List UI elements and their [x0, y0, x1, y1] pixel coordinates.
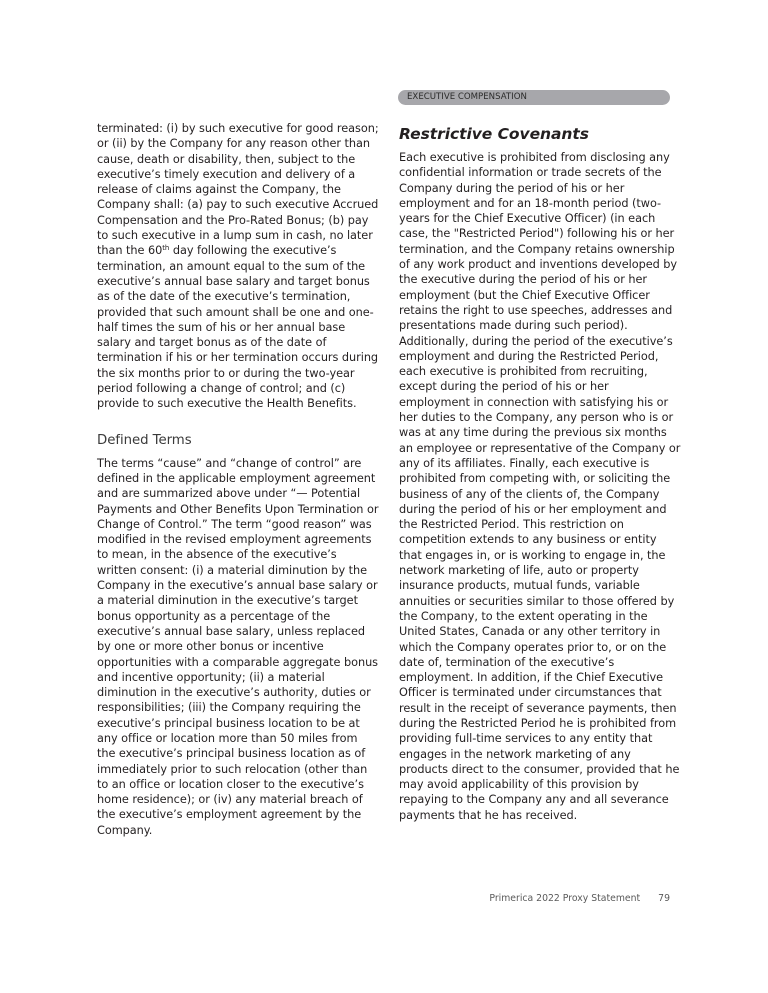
ordinal-superscript: th [162, 244, 170, 253]
page-number: 79 [658, 893, 670, 904]
section-header-pill [398, 90, 670, 105]
section-label: EXECUTIVE COMPENSATION [407, 92, 527, 102]
defined-terms-heading: Defined Terms [97, 432, 192, 448]
publication-title: Primerica 2022 Proxy Statement [489, 893, 641, 904]
right-column [399, 124, 681, 823]
paragraph-text: terminated: (i) by such executive for good reason; or (ii) by the Company for any reason other than cause, death or disability, then, subject to the executive’s timely execution and delivery of a release of claims against the Company, the Company shall: (a) pay to such executive Accrued Compensation and the Pro-Rated Bonus; (b) pay to such executive in a lump sum in cash, no later than the 60 [97, 122, 379, 258]
page-footer [470, 893, 670, 904]
paragraph-text: day following the executive’s termination, an amount equal to the sum of the executive’s annual base salary and target bonus as of the date of the executive’s termination, provided that such amount shall be one and one-half times the sum of his or her annual base salary and target bonus as of the date of termination if his or her termination occurs during the six months prior to or during the two-year period following a change of control; and (c) provide to such executive the Health Benefits. [97, 244, 379, 411]
defined-terms-paragraph: The terms “cause” and “change of control” are defined in the applicable employment agreement and are summarized above under “— Potential Payments and Other Benefits Upon Termination or Change of Control.” The term “good reason” was modified in the revised employment agreements to mean, in the absence of the executive’s written consent: (i) a material diminution by the Company in the executive’s annual base salary or a material diminution in the executive’s target bonus opportunity as a percentage of the executive’s annual base salary, unless replaced by one or more other bonus or incentive opportunities with a comparable aggregate bonus and incentive opportunity; (ii) a material diminution in the executive’s authority, duties or responsibilities; (iii) the Company requiring the executive’s principal business location to be at any office or location more than 50 miles from the executive’s principal business location as of immediately prior to such relocation (other than to an office or location closer to the executive’s home residence); or (iv) any material breach of the executive’s employment agreement by the Company. [97, 456, 379, 837]
termination-paragraph [97, 121, 379, 412]
left-column [97, 121, 379, 838]
restrictive-covenants-heading: Restrictive Covenants [399, 125, 589, 143]
restrictive-covenants-paragraph: Each executive is prohibited from disclosing any confidential information or trade secrets of the Company during the period of his or her employment and for an 18-month period (two-years for the Chief Executive Officer) (in each case, the "Restricted Period") following his or her termination, and the Company retains ownership of any work product and inventions developed by the executive during the period of his or her employment (but the Chief Executive Officer retains the right to use speeches, addresses and presentations made during such period). Additionally, during the period of the executive’s employment and during the Restricted Period, each executive is prohibited from recruiting, except during the period of his or her employment in connection with satisfying his or her duties to the Company, any person who is or was at any time during the previous six months an employee or representative of the Company or any of its affiliates. Finally, each executive is prohibited from competing with, or soliciting the business of any of the clients of, the Company during the period of his or her employment and the Restricted Period. This restriction on competition extends to any business or entity that engages in, or is working to engage in, the network marketing of life, auto or property insurance products, mutual funds, variable annuities or securities similar to those offered by the Company, to the extent operating in the United States, Canada or any other territory in which the Company operates prior to, or on the date of, termination of the executive’s employment. In addition, if the Chief Executive Officer is terminated under circumstances that result in the receipt of severance payments, then during the Restricted Period he is prohibited from providing full-time services to any entity that engages in the network marketing of any products direct to the consumer, provided that he may avoid applicability of this provision by repaying to the Company any and all severance payments that he has received. [399, 151, 681, 822]
